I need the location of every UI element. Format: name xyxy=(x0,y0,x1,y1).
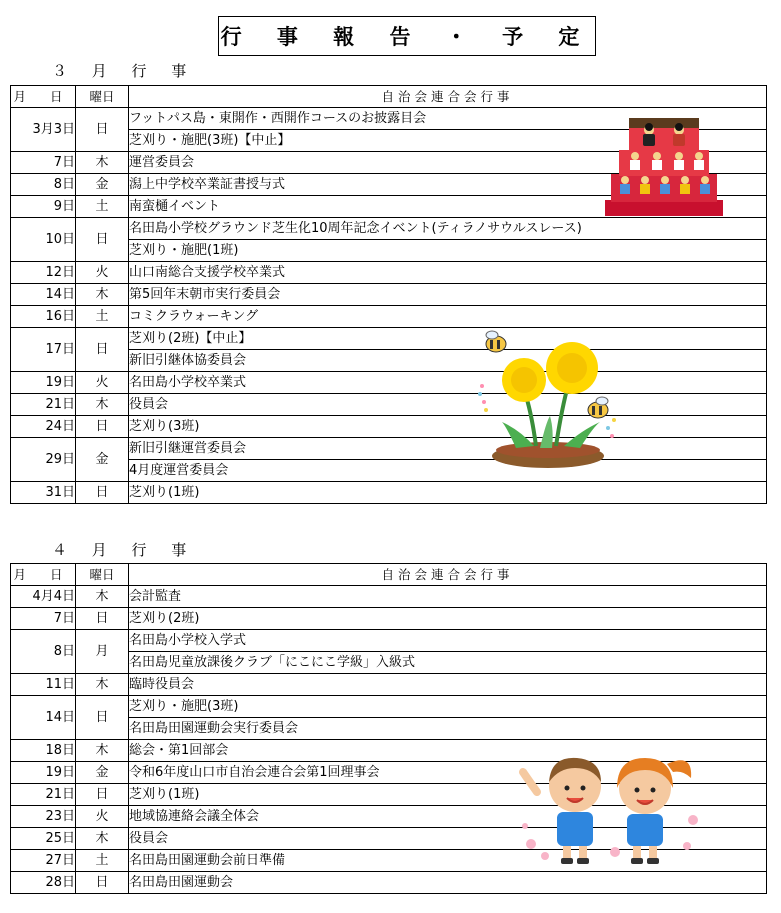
event-item: 南蛮樋イベント xyxy=(129,199,221,214)
row-weekday: 日 xyxy=(76,784,129,806)
event-item: 臨時役員会 xyxy=(129,677,195,692)
event-item: 芝刈り・施肥(3班)【中止】 xyxy=(129,129,766,151)
table-row xyxy=(11,218,767,262)
row-events xyxy=(129,872,767,894)
row-weekday: 土 xyxy=(76,196,129,218)
row-date: 4月4日 xyxy=(11,586,76,608)
row-date: 7日 xyxy=(11,608,76,630)
row-date: 14日 xyxy=(11,284,76,306)
row-date: 19日 xyxy=(11,372,76,394)
row-events xyxy=(129,306,767,328)
header-events: 自治会連合会行事 xyxy=(129,564,767,586)
event-item: 名田島小学校卒業式 xyxy=(129,375,247,390)
event-item: 役員会 xyxy=(129,397,169,412)
event-item: 山口南総合支援学校卒業式 xyxy=(129,265,286,280)
row-weekday: 火 xyxy=(76,806,129,828)
row-events xyxy=(129,284,767,306)
row-date: 19日 xyxy=(11,762,76,784)
event-item: 芝刈り・施肥(3班) xyxy=(129,699,239,714)
table-row xyxy=(11,328,767,372)
row-date: 24日 xyxy=(11,416,76,438)
event-item: 名田島児童放課後クラブ「にこにこ学級」入級式 xyxy=(129,651,766,673)
row-weekday: 日 xyxy=(76,482,129,504)
row-weekday: 木 xyxy=(76,586,129,608)
row-date: 18日 xyxy=(11,740,76,762)
row-events xyxy=(129,630,767,674)
header-events: 自治会連合会行事 xyxy=(129,86,767,108)
row-weekday: 日 xyxy=(76,608,129,630)
row-events xyxy=(129,608,767,630)
row-date: 29日 xyxy=(11,438,76,482)
row-weekday: 日 xyxy=(76,218,129,262)
row-weekday: 日 xyxy=(76,108,129,152)
table-row xyxy=(11,372,767,394)
row-events xyxy=(129,328,767,372)
row-events xyxy=(129,482,767,504)
row-date: 16日 xyxy=(11,306,76,328)
event-item: 新旧引継体協委員会 xyxy=(129,349,766,371)
row-weekday: 日 xyxy=(76,696,129,740)
row-weekday: 月 xyxy=(76,630,129,674)
row-date: 25日 xyxy=(11,828,76,850)
row-events xyxy=(129,586,767,608)
event-item: 名田島田園運動会 xyxy=(129,875,234,890)
march-heading: ３ 月 行 事 xyxy=(52,62,197,80)
event-item: フットパス島・東開作・西開作コースのお披露目会 xyxy=(129,111,427,126)
event-item: 潟上中学校卒業証書授与式 xyxy=(129,177,286,192)
row-events xyxy=(129,394,767,416)
row-weekday: 金 xyxy=(76,174,129,196)
table-row xyxy=(11,438,767,482)
event-item: 新旧引継運営委員会 xyxy=(129,441,247,456)
table-row xyxy=(11,284,767,306)
row-date: 17日 xyxy=(11,328,76,372)
event-item: 名田島小学校グラウンド芝生化10周年記念イベント(ティラノサウルスレース) xyxy=(129,221,582,236)
row-date: 14日 xyxy=(11,696,76,740)
table-header-row xyxy=(11,564,767,586)
table-row xyxy=(11,262,767,284)
table-row xyxy=(11,872,767,894)
event-item: コミクラウォーキング xyxy=(129,309,259,324)
event-item: 名田島小学校入学式 xyxy=(129,633,247,648)
row-date: 21日 xyxy=(11,784,76,806)
row-date: 28日 xyxy=(11,872,76,894)
event-item: 4月度運営委員会 xyxy=(129,459,766,481)
row-weekday: 木 xyxy=(76,394,129,416)
row-weekday: 木 xyxy=(76,152,129,174)
row-date: 12日 xyxy=(11,262,76,284)
row-weekday: 日 xyxy=(76,328,129,372)
row-weekday: 土 xyxy=(76,306,129,328)
row-weekday: 日 xyxy=(76,416,129,438)
row-date: 31日 xyxy=(11,482,76,504)
row-weekday: 金 xyxy=(76,762,129,784)
header-weekday: 曜日 xyxy=(76,86,129,108)
event-item: 芝刈り(3班) xyxy=(129,419,200,434)
row-date: 3月3日 xyxy=(11,108,76,152)
row-events xyxy=(129,674,767,696)
event-item: 役員会 xyxy=(129,831,169,846)
april-heading: ４ 月 行 事 xyxy=(52,541,197,559)
table-header-row xyxy=(11,86,767,108)
dandelion-bees-illustration xyxy=(476,326,618,474)
row-events xyxy=(129,416,767,438)
row-date: 9日 xyxy=(11,196,76,218)
event-item: 令和6年度山口市自治会連合会第1回理事会 xyxy=(129,765,380,780)
row-weekday: 木 xyxy=(76,740,129,762)
event-item: 会計監査 xyxy=(129,589,182,604)
table-row xyxy=(11,306,767,328)
row-events xyxy=(129,696,767,740)
row-weekday: 日 xyxy=(76,872,129,894)
row-events xyxy=(129,218,767,262)
row-date: 23日 xyxy=(11,806,76,828)
event-item: 地域協連絡会議全体会 xyxy=(129,809,260,824)
table-row xyxy=(11,630,767,674)
table-row xyxy=(11,416,767,438)
row-weekday: 金 xyxy=(76,438,129,482)
row-events xyxy=(129,372,767,394)
header-weekday: 曜日 xyxy=(76,564,129,586)
event-item: 芝刈り(1班) xyxy=(129,787,200,802)
event-item: 総会・第1回部会 xyxy=(129,743,229,758)
table-row xyxy=(11,674,767,696)
row-weekday: 火 xyxy=(76,372,129,394)
event-item: 芝刈り・施肥(1班) xyxy=(129,239,766,261)
row-weekday: 木 xyxy=(76,284,129,306)
header-date: 月 日 xyxy=(11,564,76,586)
event-item: 芝刈り(2班)【中止】 xyxy=(129,331,252,346)
row-date: 21日 xyxy=(11,394,76,416)
row-weekday: 木 xyxy=(76,674,129,696)
table-row xyxy=(11,394,767,416)
event-item: 運営委員会 xyxy=(129,155,195,170)
event-item: 第5回年末朝市実行委員会 xyxy=(129,287,281,302)
header-date: 月 日 xyxy=(11,86,76,108)
row-date: 11日 xyxy=(11,674,76,696)
hina-dolls-illustration xyxy=(605,112,723,216)
row-events xyxy=(129,262,767,284)
page-title: 行 事 報 告 ・ 予 定 xyxy=(218,16,596,56)
row-events xyxy=(129,438,767,482)
event-item: 名田島田園運動会前日準備 xyxy=(129,853,286,868)
event-item: 芝刈り(2班) xyxy=(129,611,200,626)
row-date: 10日 xyxy=(11,218,76,262)
table-row xyxy=(11,586,767,608)
row-weekday: 木 xyxy=(76,828,129,850)
table-row xyxy=(11,608,767,630)
row-weekday: 火 xyxy=(76,262,129,284)
row-date: 8日 xyxy=(11,174,76,196)
children-waving-illustration xyxy=(517,748,705,866)
event-item: 芝刈り(1班) xyxy=(129,485,200,500)
row-date: 8日 xyxy=(11,630,76,674)
event-item: 名田島田園運動会実行委員会 xyxy=(129,717,766,739)
table-row xyxy=(11,482,767,504)
row-date: 27日 xyxy=(11,850,76,872)
row-weekday: 土 xyxy=(76,850,129,872)
row-date: 7日 xyxy=(11,152,76,174)
table-row xyxy=(11,696,767,740)
